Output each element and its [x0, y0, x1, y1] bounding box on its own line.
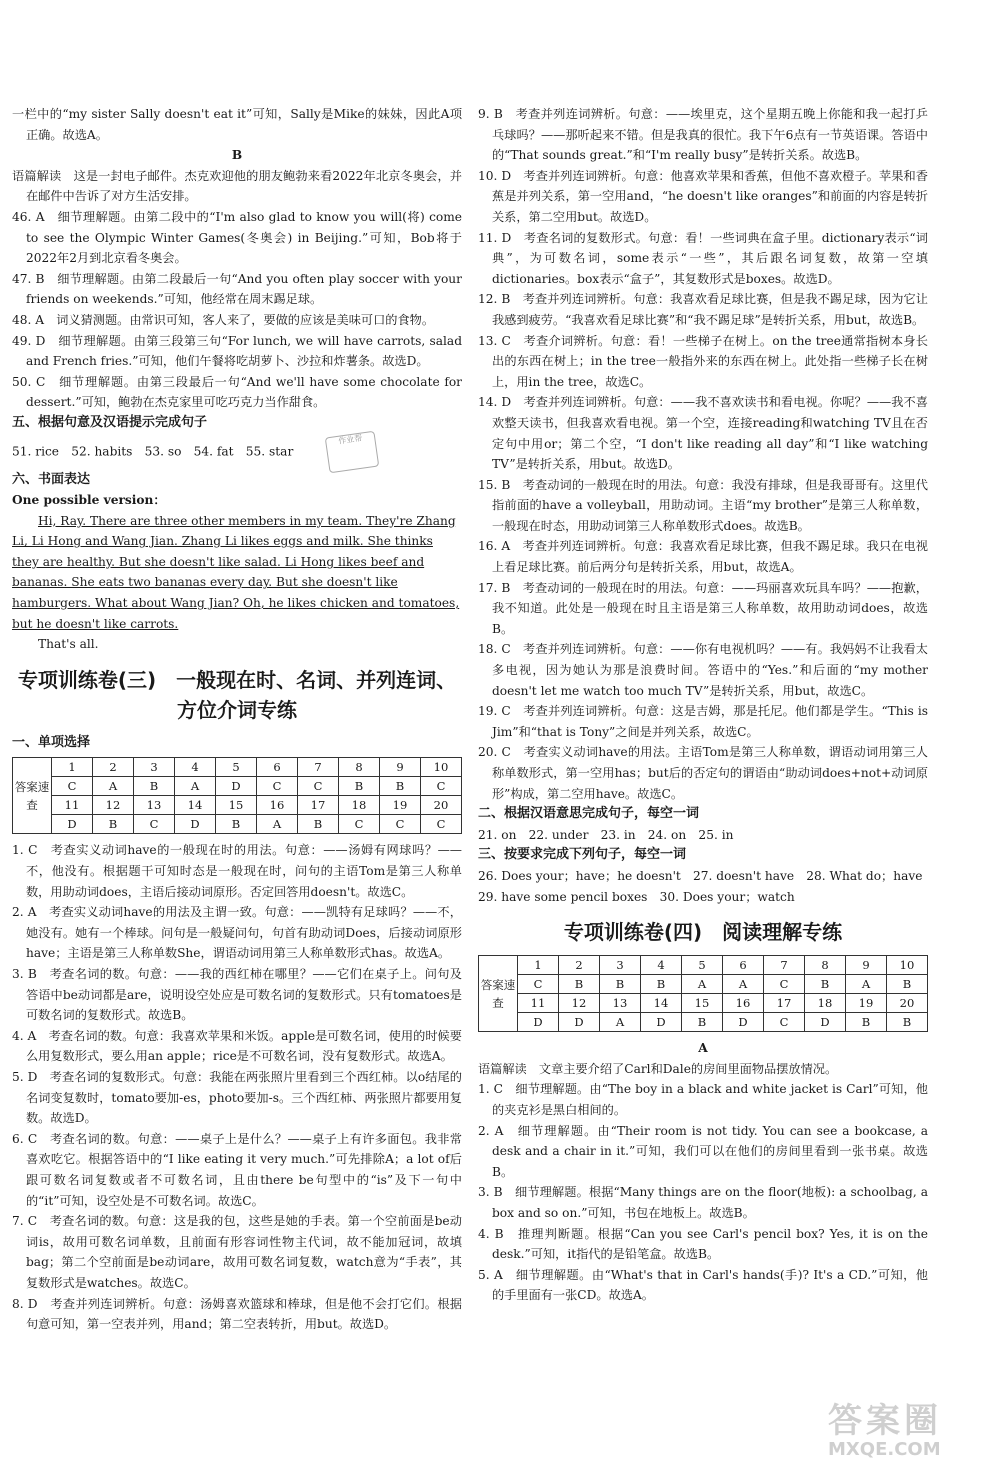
table-row — [13, 777, 462, 796]
table-answer-cell: D — [641, 1013, 682, 1032]
table-number-cell: 8 — [805, 956, 846, 975]
table-answer-cell: C — [52, 777, 93, 796]
table-number-cell: 13 — [600, 994, 641, 1013]
list-item: 10. D 考查并列连词辨析。句意：他喜欢苹果和香蕉，但他不喜欢橙子。苹果和香蕉是并列关系，第一空用and，“he doesn't like oranges”和前面的内容是转折关系，第二空用but。故选D。 — [478, 168, 928, 224]
section-5-answer-text: 51. rice 52. habits 53. so 54. fat 55. star — [12, 444, 294, 458]
table-answer-cell: C — [518, 975, 559, 994]
table-answer-cell: A — [846, 975, 887, 994]
table-number-cell: 4 — [641, 956, 682, 975]
list-item: 19. C 考查并列连词辨析。句意：这是吉姆，那是托尼。他们都是学生。“This is Jim”和“that is Tony”之间是并列关系，故选C。 — [478, 704, 928, 739]
table-number-cell: 19 — [380, 796, 421, 815]
list-item: 5. A 细节理解题。由“What's that in Carl's hands(手)? It's a CD.”可知，他的手里面有一张CD。故选A。 — [478, 1267, 928, 1303]
table-number-cell: 20 — [421, 796, 462, 815]
chapter-4-title: 专项训练卷(四) 阅读理解专练 — [563, 920, 843, 945]
table-answer-cell: D — [723, 1013, 764, 1032]
table-answer-cell: B — [682, 1013, 723, 1032]
table-answer-cell: B — [805, 975, 846, 994]
list-item: 1. C 细节理解题。由“The boy in a black and white jacket is Carl”可知，他的夹克衫是黑白相间的。 — [478, 1082, 928, 1117]
answer-table — [12, 757, 462, 834]
table-number-cell: 5 — [216, 758, 257, 777]
section-2-heading: 二、根据汉语意思完成句子，每空一词 — [478, 806, 700, 822]
table-number-cell: 13 — [134, 796, 175, 815]
table-answer-cell: D — [559, 1013, 600, 1032]
list-item: 6. C 考查名词的数。句意：——桌子上是什么？——桌子上有许多面包。我非常喜欢吃它。根据答语中的“I like eating it very much.”可先排除A；a lot of后跟可数名词复数或者不可数名词，且由there be句型中的“is”及下一句中的“it”可知，设空处是不可数名词。故选C。 — [12, 1131, 462, 1208]
table-number-cell: 10 — [887, 956, 928, 975]
table-number-cell: 20 — [887, 994, 928, 1013]
table-number-cell: 8 — [339, 758, 380, 777]
table-number-cell: 12 — [559, 994, 600, 1013]
section-3-answers-line: 29. have some pencil boxes 30. Does your；watch — [478, 889, 795, 904]
essay-closing: That's all. — [38, 637, 99, 652]
table-answer-cell: B — [134, 777, 175, 796]
list-item: 4. B 推理判断题。根据“Can you see Carl's pencil box? Yes, it is on the desk.”可知，it指代的是铅笔盒。故选B。 — [478, 1226, 928, 1262]
table-number-cell: 1 — [518, 956, 559, 975]
table-answer-cell: C — [257, 777, 298, 796]
section-5-answers — [12, 434, 462, 470]
table-answer-cell: A — [682, 975, 723, 994]
list-item: 4. A 考查名词的数。句意：我喜欢苹果和米饭。apple是可数名词，使用的时候要么用复数形式，要么用an apple；rice是不可数名词，没有复数形式。故选A。 — [12, 1028, 462, 1064]
table-number-cell: 9 — [846, 956, 887, 975]
choice-explanations-list-2 — [478, 104, 928, 804]
chapter-3-title: 专项训练卷(三) 一般现在时、名词、并列连词、方位介词专练 — [17, 667, 457, 722]
list-item: 50. C 细节理解题。由第三段最后一句“And we'll have some chocolate for dessert.”可知，鲍勃在杰克家里可吃巧克力当作甜食。 — [12, 374, 462, 410]
table-row — [479, 956, 928, 975]
table-answer-cell: A — [93, 777, 134, 796]
passage-intro: 语篇解读 这是一封电子邮件。杰克欢迎他的朋友鲍勃来看2022年北京冬奥会，并在邮件中告诉了对方生活安排。 — [12, 168, 462, 204]
table-answer-cell: B — [380, 777, 421, 796]
table-number-cell: 7 — [764, 956, 805, 975]
table-number-cell: 16 — [257, 796, 298, 815]
table-row — [479, 975, 928, 994]
list-item: 1. C 考查实义动词have的一般现在时的用法。句意：——汤姆有网球吗？——不，他没有。根据题干可知时态是一般现在时，问句的主语Tom是第三人称单数，用助动词does，主语后接动词原形。否定回答用doesn't。故选C。 — [12, 843, 462, 899]
list-item: 11. D 考查名词的复数形式。句意：看！一些词典在盒子里。dictionary表示“词典”，为可数名词，some表示“一些”，其后跟名词复数，故第一空填dictionaries。box表示“盒子”，其复数形式是boxes。故选D。 — [478, 230, 928, 286]
table-number-cell: 18 — [805, 994, 846, 1013]
right-column — [478, 104, 928, 1306]
list-item: 20. C 考查实义动词have的用法。主语Tom是第三人称单数，谓语动词用第三人称单数形式，第一空用has；but后的否定句的谓语由“助动词does+not+动词原形”构成，第二空用have。故选C。 — [478, 745, 928, 801]
table-row-label: 答案速查 — [13, 758, 52, 834]
continued-paragraph: 一栏中的“my sister Sally doesn't eat it”可知，Sally是Mike的妹妹，因此A项正确。故选A。 — [12, 107, 463, 142]
section-2-answers: 21. on 22. under 23. in 24. on 25. in — [478, 827, 734, 842]
table-answer-cell: D — [805, 1013, 846, 1032]
list-item: 15. B 考查动词的一般现在时的用法。句意：我没有排球，但是我哥哥有。这里代指前面的have a volleyball，用助动词。主语“my brother”是第三人称单数，一般现在时态，用助动词第三人称单数形式does。故选B。 — [478, 477, 928, 533]
table-number-cell: 3 — [600, 956, 641, 975]
table-answer-cell: B — [339, 777, 380, 796]
table-row-label: 答案速查 — [479, 956, 518, 1032]
list-item: 2. A 细节理解题。由“Their room is not tidy. You can see a bookcase, a desk and a chair in it.”可知，我们可以在他们的房间里看到一张书桌。故选B。 — [478, 1123, 928, 1179]
table-number-cell: 17 — [764, 994, 805, 1013]
list-item: 2. A 考查实义动词have的用法及主谓一致。句意：——凯特有足球吗？——不，她没有。她有一个棒球。问句是一般疑问句，句首有助动词Does，后接动词原形have；主语是第三人称单数She，谓语动词用第三人称单数形式has。故选A。 — [12, 905, 462, 961]
list-item: 13. C 考查介词辨析。句意：看！一些梯子在树上。on the tree通常指树本身长出的东西在树上；in the tree一般指外来的东西在树上。此处指一些梯子长在树上，用in the tree，故选C。 — [478, 333, 928, 389]
table-answer-cell: B — [216, 815, 257, 834]
table-number-cell: 6 — [257, 758, 298, 777]
reading-answers-list — [12, 207, 462, 413]
table-answer-cell: C — [134, 815, 175, 834]
table-number-cell: 4 — [175, 758, 216, 777]
table-number-cell: 17 — [298, 796, 339, 815]
table-answer-cell: C — [298, 777, 339, 796]
reading-answers-list-2 — [478, 1079, 928, 1306]
table-number-cell: 15 — [216, 796, 257, 815]
table-number-cell: 2 — [559, 956, 600, 975]
table-answer-cell: D — [216, 777, 257, 796]
table-answer-cell: B — [846, 1013, 887, 1032]
table-answer-cell: A — [600, 1013, 641, 1032]
version-label: One possible version： — [12, 493, 166, 508]
table-number-cell: 10 — [421, 758, 462, 777]
table-answer-cell: B — [298, 815, 339, 834]
list-item: 47. B 细节理解题。由第二段最后一句“And you often play soccer with your friends on weekends.”可知，他经常在周末踢足球。 — [12, 271, 462, 307]
table-number-cell: 11 — [52, 796, 93, 815]
list-item: 49. D 细节理解题。由第三段第三句“For lunch, we will have carrots, salad and French fries.”可知，他们午餐将吃胡萝卜、沙拉和炸薯条。故选D。 — [12, 333, 462, 369]
table-number-cell: 11 — [518, 994, 559, 1013]
list-item: 8. D 考查并列连词辨析。句意：汤姆喜欢篮球和棒球，但是他不会打它们。根据句意可知，第一空表并列，用and；第二空表转折，用but。故选D。 — [12, 1296, 462, 1332]
table-answer-cell: B — [559, 975, 600, 994]
list-item: 3. B 细节理解题。根据“Many things are on the floor(地板): a schoolbag, a box and so on.”可知，书包在地板上。故选B。 — [478, 1185, 928, 1220]
table-number-cell: 14 — [175, 796, 216, 815]
table-row — [479, 994, 928, 1013]
answer-table — [478, 955, 928, 1032]
list-item: 9. B 考查并列连词辨析。句意：——埃里克，这个星期五晚上你能和我一起打乒乓球吗？——那听起来不错。但是我真的很忙。我下午6点有一节英语课。答语中的“That sounds great.”和“I'm really busy”是转折关系。故选B。 — [478, 107, 928, 163]
table-answer-cell: A — [723, 975, 764, 994]
table-number-cell: 1 — [52, 758, 93, 777]
table-number-cell: 15 — [682, 994, 723, 1013]
section-b-label: B — [231, 148, 243, 163]
watermark-logo-text: 答案圈 — [828, 1401, 942, 1441]
table-number-cell: 3 — [134, 758, 175, 777]
essay-text: Hi, Ray. There are three other members in my team. They're Zhang Li, Li Hong and Wang Jian. Zhang Li likes eggs and milk. She thinks they are healthy. But she doesn't like salad. Li Hong likes beef and bananas. She eats two bananas every day. But she doesn't like hamburgers. What about Wang Jian? Oh, he likes chicken and tomatoes, but he doesn't like carrots. — [12, 513, 460, 631]
essay-paragraph — [12, 511, 462, 635]
section-a-label: A — [698, 1041, 708, 1056]
list-item: 7. C 考查名词的数。句意：这是我的包，这些是她的手表。第一个空前面是be动词is，故用可数名词单数，且前面有形容词性物主代词，故不能加冠词，故填bag；第二个空前面是be动词are，故用可数名词复数，watch意为“手表”，其复数形式是watches。故选C。 — [12, 1214, 462, 1290]
watermark-url: MXQE.COM — [828, 1439, 941, 1460]
site-watermark — [828, 1402, 988, 1462]
section-3-heading: 三、按要求完成下列句子，每空一词 — [478, 847, 687, 863]
table-row — [13, 758, 462, 777]
table-answer-cell: A — [175, 777, 216, 796]
table-answer-cell: A — [257, 815, 298, 834]
table-answer-cell: B — [93, 815, 134, 834]
table-number-cell: 12 — [93, 796, 134, 815]
list-item: 5. D 考查名词的复数形式。句意：我能在两张照片里看到三个西红柿。以o结尾的名词变复数时，tomato要加-es，photo要加-s。三个西红柿、两张照片都要用复数。故选D。 — [12, 1069, 462, 1126]
table-answer-cell: C — [764, 975, 805, 994]
table-row — [13, 815, 462, 834]
table-number-cell: 6 — [723, 956, 764, 975]
table-answer-cell: C — [380, 815, 421, 834]
table-answer-cell: C — [421, 815, 462, 834]
table-row — [13, 796, 462, 815]
table-answer-cell: D — [175, 815, 216, 834]
section-1-heading: 一、单项选择 — [12, 734, 91, 750]
table-number-cell: 9 — [380, 758, 421, 777]
choice-explanations-list — [12, 840, 462, 1334]
table-number-cell: 19 — [846, 994, 887, 1013]
table-answer-cell: C — [764, 1013, 805, 1032]
table-answer-cell: B — [887, 975, 928, 994]
list-item: 18. C 考查并列连词辨析。句意：——你有电视机吗？——有。我妈妈不让我看太多电视，因为她认为那是浪费时间。答语中的“Yes.”和后面的“my mother doesn't let me watch too much TV”是转折关系，用but，故选C。 — [478, 642, 928, 698]
list-item: 12. B 考查并列连词辨析。句意：我喜欢看足球比赛，但是我不踢足球，因为它让我感到疲劳。“我喜欢看足球比赛”和“我不踢足球”是转折关系，用but，故选B。 — [478, 292, 928, 327]
table-number-cell: 2 — [93, 758, 134, 777]
table-number-cell: 16 — [723, 994, 764, 1013]
list-item: 17. B 考查动词的一般现在时的用法。句意：——玛丽喜欢玩具车吗？——抱歉，我不知道。此处是一般现在时且主语是第三人称单数，故用助动词does，故选B。 — [478, 580, 928, 636]
list-item: 48. A 词义猜测题。由常识可知，客人来了，要做的应该是美味可口的食物。 — [12, 312, 435, 327]
stamp-logo: 作业帮 — [325, 430, 380, 473]
table-number-cell: 7 — [298, 758, 339, 777]
table-number-cell: 18 — [339, 796, 380, 815]
table-row — [479, 1013, 928, 1032]
table-answer-cell: B — [600, 975, 641, 994]
table-answer-cell: D — [52, 815, 93, 834]
passage-intro: 语篇解读 文章主要介绍了Carl和Dale的房间里面物品摆放情况。 — [478, 1061, 838, 1076]
section-5-heading: 五、根据句意及汉语提示完成句子 — [12, 414, 208, 430]
table-answer-cell: C — [421, 777, 462, 796]
section-6-heading: 六、书面表达 — [12, 471, 91, 487]
table-answer-cell: B — [641, 975, 682, 994]
table-answer-cell: D — [518, 1013, 559, 1032]
list-item: 46. A 细节理解题。由第二段中的“I'm also glad to know you will(将) come to see the Olympic Winter Games(冬奥会) in Beijing.”可知，Bob将于2022年2月到北京看冬奥会。 — [12, 209, 462, 266]
table-number-cell: 5 — [682, 956, 723, 975]
left-column — [12, 104, 462, 1335]
list-item: 16. A 考查并列连词辨析。句意：我喜欢看足球比赛，但我不踢足球。我只在电视上看足球比赛。前后两分句是转折关系，用but，故选A。 — [478, 539, 928, 575]
section-3-answers-line: 26. Does your；have；he doesn't 27. doesn't have 28. What do；have — [478, 868, 923, 883]
table-number-cell: 14 — [641, 994, 682, 1013]
table-answer-cell: B — [887, 1013, 928, 1032]
list-item: 14. D 考查并列连词辨析。句意：——我不喜欢读书和看电视。你呢？——我不喜欢整天读书，但我喜欢看电视。第一个空，连接reading和watching TV且在否定句中用or；第二个空，“I don't like reading all day”和“I like watching TV”是转折关系，用but。故选D。 — [478, 395, 928, 472]
table-answer-cell: C — [339, 815, 380, 834]
list-item: 3. B 考查名词的数。句意：——我的西红柿在哪里？——它们在桌子上。问句及答语中be动词都是are，说明设空处应是可数名词的复数形式。只有tomatoes是可数名词的复数形式。故选B。 — [12, 967, 462, 1023]
